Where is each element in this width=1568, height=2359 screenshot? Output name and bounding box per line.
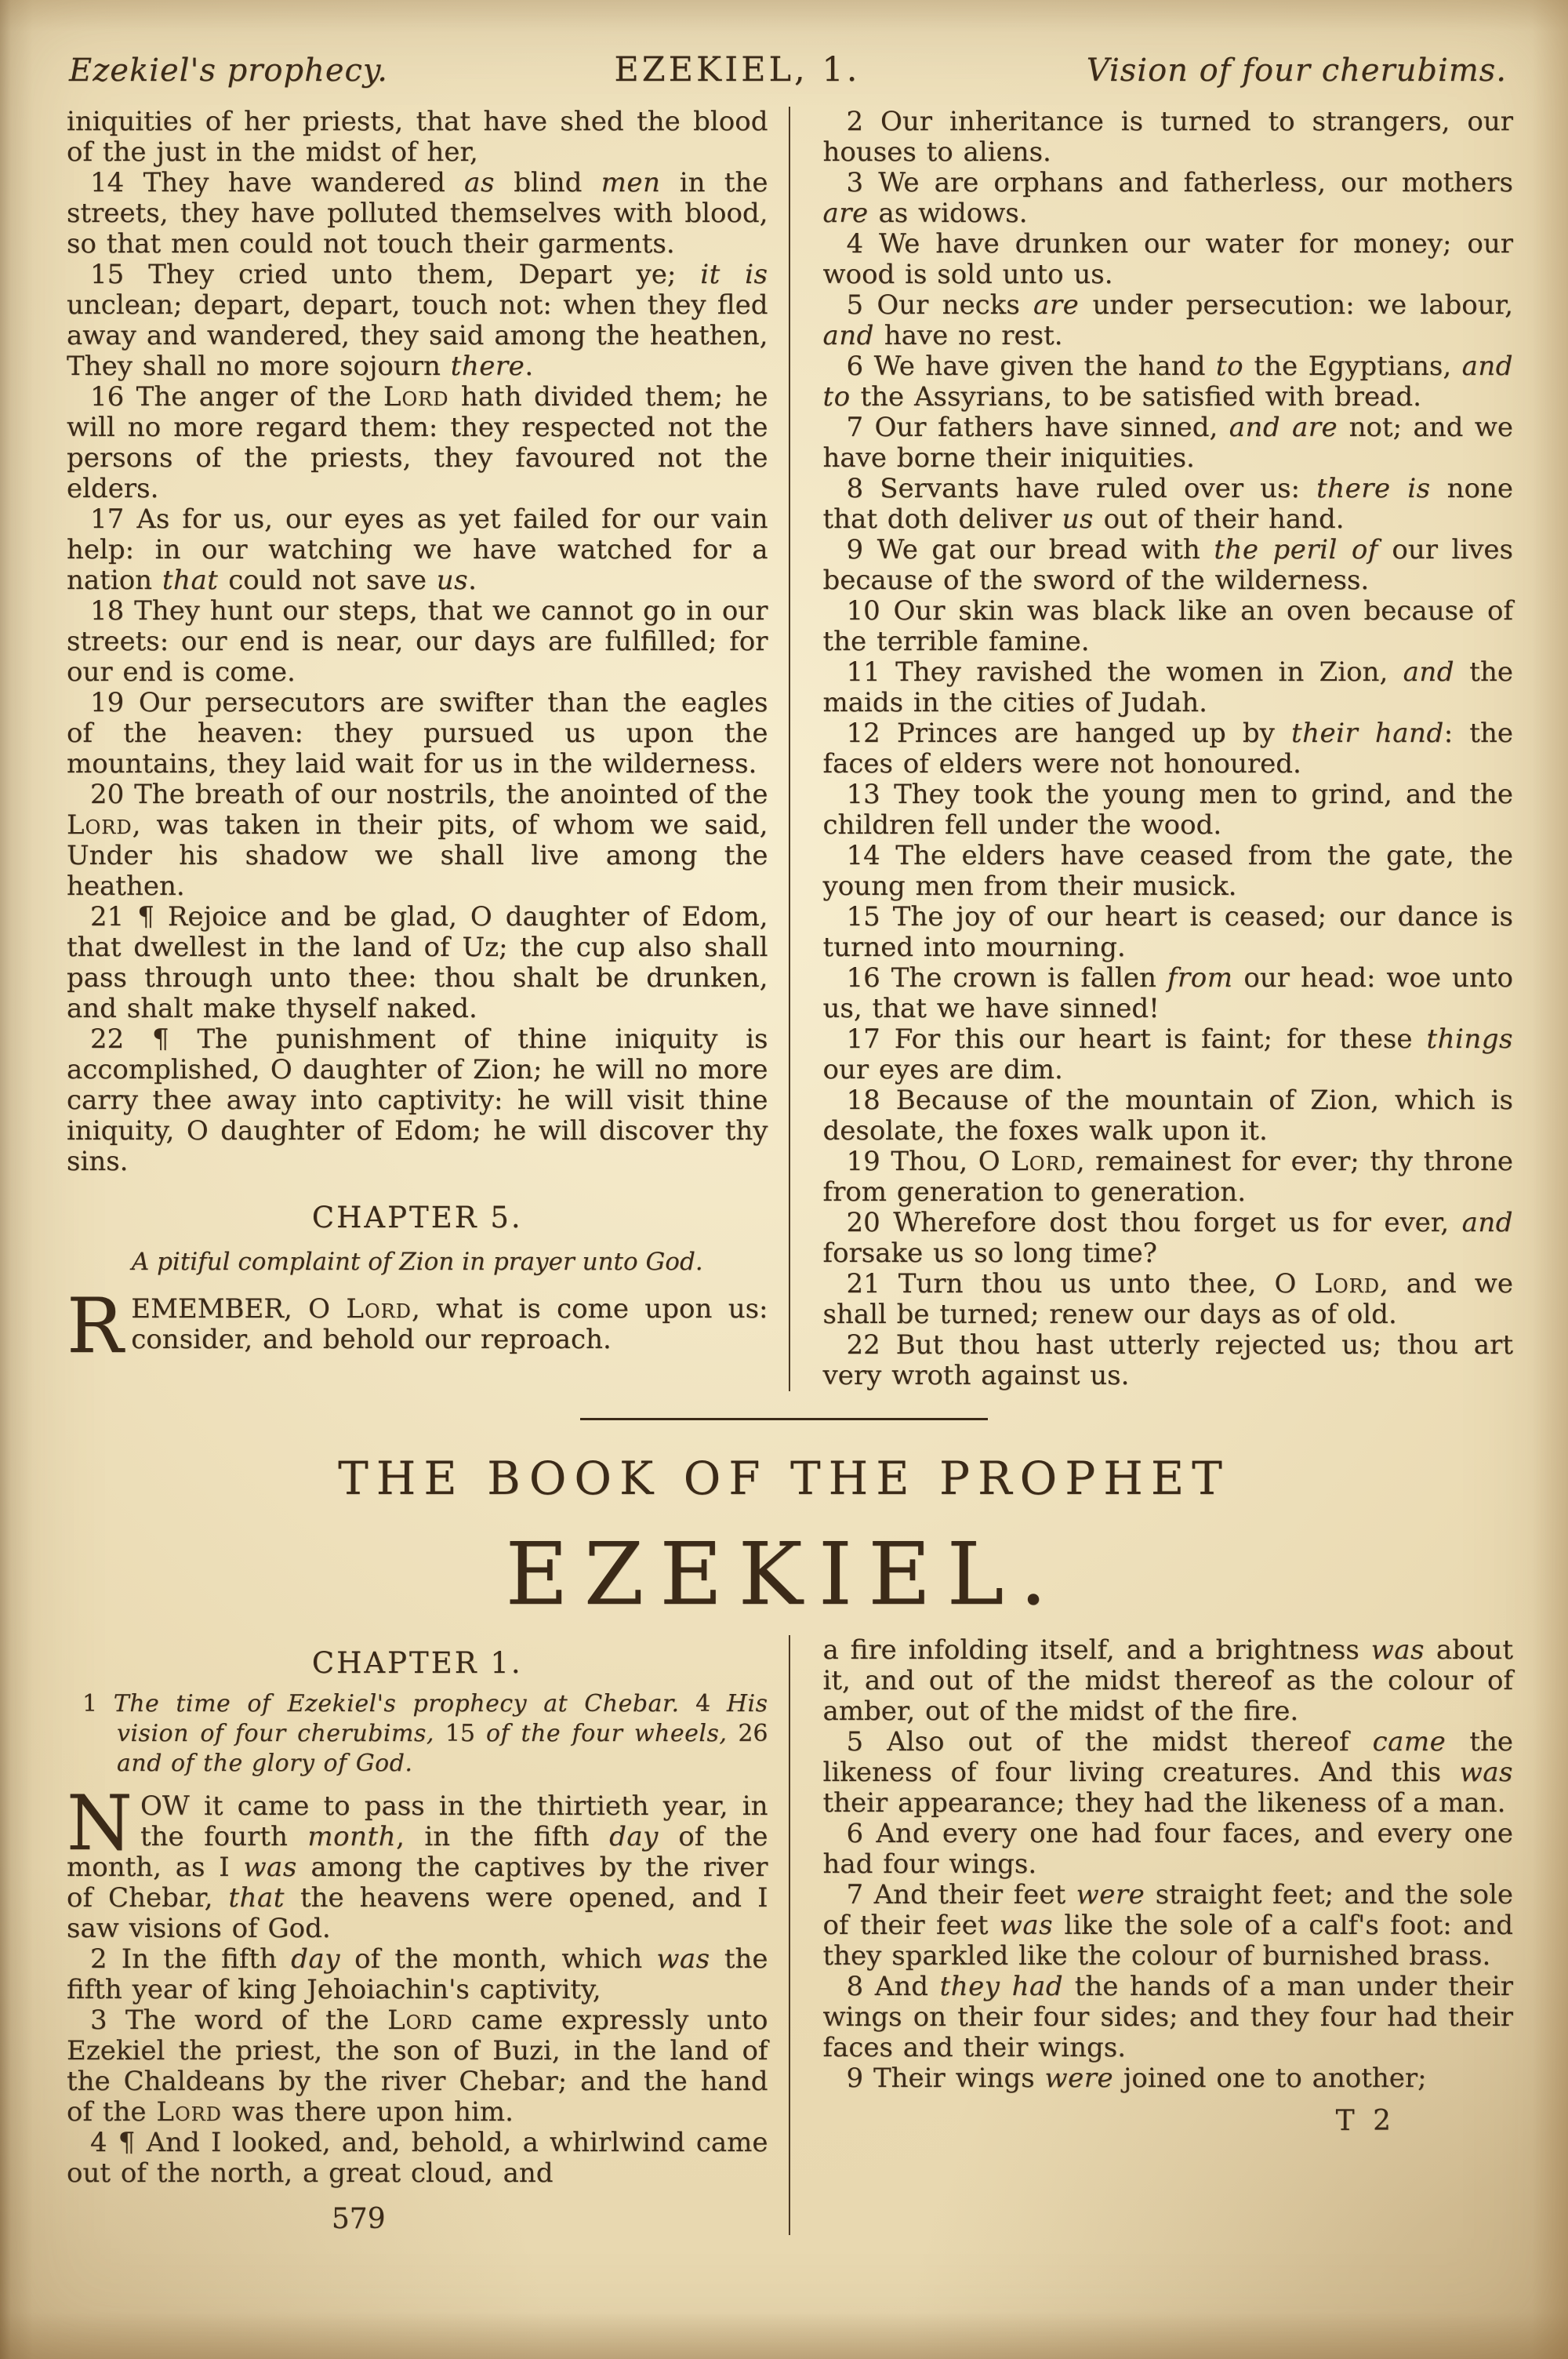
running-head-center: EZEKIEL, 1. xyxy=(614,50,861,89)
verse: 7 Our fathers have sinned, and are not; and we have borne their iniquities. xyxy=(822,412,1513,474)
signature-mark: T 2 xyxy=(1335,2105,1396,2137)
lamentations-left-column xyxy=(67,107,790,1391)
verse: 9 Their wings were joined one to another; xyxy=(846,2063,1427,2094)
verse: 3 We are orphans and fatherless, our mothers are as widows. xyxy=(822,167,1513,229)
verse: 9 We gat our bread with the peril of our lives because of the sword of the wilderness. xyxy=(822,534,1513,596)
verse: 17 For this our heart is faint; for these things our eyes are dim. xyxy=(822,1023,1513,1085)
verse: 3 The word of the Lord came expressly unto Ezekiel the priest, the son of Buzi, in the land of the Chaldeans by the river Chebar; and the hand of the Lord was there upon him. xyxy=(67,2005,768,2128)
running-head-right: Vision of four cherubims. xyxy=(1086,53,1507,89)
verse: 10 Our skin was black like an oven because of the terrible famine. xyxy=(822,595,1513,657)
verse: 8 And they had the hands of a man under their wings on their four sides; and they four had their faces and their wings. xyxy=(822,1971,1513,2063)
verse: 22 ¶ The punishment of thine iniquity is accomplished, O daughter of Zion; he will no more carry thee away into captivity: he will visit thine iniquity, O daughter of Edom; he will discover thy sins. xyxy=(67,1023,768,1177)
ezekiel-right-column xyxy=(790,1635,1514,2235)
verse-1-chapter-1 xyxy=(67,1779,768,1944)
lamentations-section xyxy=(0,107,1568,1391)
ezekiel-section xyxy=(0,1635,1568,2235)
verse: 4 We have drunken our water for money; our wood is sold unto us. xyxy=(822,228,1513,290)
verse: 2 Our inheritance is turned to strangers, our houses to aliens. xyxy=(822,106,1513,168)
verse-4-continuation: a fire infolding itself, and a brightness was about it, and out of the midst thereof as the colour of amber, out of the midst of the fire. xyxy=(822,1634,1513,1727)
lamentations-right-column xyxy=(790,107,1514,1391)
verse: 5 Our necks are under persecution: we labour, and have no rest. xyxy=(822,289,1513,351)
verse: 18 They hunt our steps, that we cannot go in our streets: our end is near, our days are fulfilled; for our end is come. xyxy=(67,595,768,688)
dropcap-letter-r: R xyxy=(67,1282,124,1370)
verse: 21 Turn thou us unto thee, O Lord, and we shall be turned; renew our days as of old. xyxy=(822,1268,1513,1330)
verse-1-text: EMEMBER, O Lord, what is come upon us: consider, and behold our reproach. xyxy=(131,1293,768,1355)
ezekiel-right-verses xyxy=(823,1727,1514,2094)
page-number: 579 xyxy=(331,2203,386,2235)
book-heading xyxy=(0,1452,1568,1624)
dropcap-letter-n: N xyxy=(67,1779,132,1867)
verse: 4 ¶ And I looked, and, behold, a whirlwind came out of the north, a great cloud, and xyxy=(67,2127,768,2189)
lamentations-left-verses xyxy=(67,168,768,1177)
verse: 8 Servants have ruled over us: there is none that doth deliver us out of their hand. xyxy=(822,473,1514,535)
verse: 19 Our persecutors are swifter than the eagles of the heaven: they pursued us upon the mountains, they laid wait for us in the wilderness. xyxy=(67,687,768,780)
verse: 20 Wherefore dost thou forget us for ever, and forsake us so long time? xyxy=(822,1207,1513,1269)
verse: 16 The crown is fallen from our head: woe unto us, that we have sinned! xyxy=(822,962,1513,1024)
verse: 21 ¶ Rejoice and be glad, O daughter of Edom, that dwellest in the land of Uz; the cup also shall pass through unto thee: thou shalt be drunken, and shalt make thyself naked. xyxy=(67,901,768,1024)
verse: 14 They have wandered as blind men in the streets, they have polluted themselves with blood, so that men could not touch their garments. xyxy=(67,167,768,260)
running-head-left: Ezekiel's prophecy. xyxy=(69,53,388,89)
verse: 22 But thou hast utterly rejected us; thou art very wroth against us. xyxy=(822,1329,1513,1391)
chapter-5-heading: CHAPTER 5. xyxy=(311,1201,523,1234)
book-heading-line2: EZEKIEL. xyxy=(505,1524,1063,1624)
verse: 6 We have given the hand to the Egyptians, and to the Assyrians, to be satisfied with bread. xyxy=(822,351,1514,413)
verse: 20 The breath of our nostrils, the anointed of the Lord, was taken in their pits, of whom we said, Under his shadow we shall live among the heathen. xyxy=(67,779,768,902)
verse-1-text: OW it came to pass in the thirtieth year, in the fourth month, in the fifth day of the month, as I was among the captives by the river of Chebar, that the heavens were opened, and I saw visions of God. xyxy=(67,1790,768,1944)
verse: 14 The elders have ceased from the gate, the young men from their musick. xyxy=(822,840,1513,902)
verse-1-chapter-5 xyxy=(67,1282,768,1370)
verse-continuation: iniquities of her priests, that have shed the blood of the just in the midst of her, xyxy=(67,106,768,168)
verse: 18 Because of the mountain of Zion, which is desolate, the foxes walk upon it. xyxy=(822,1085,1513,1147)
ezekiel-left-verses xyxy=(67,1944,768,2189)
verse: 7 And their feet were straight feet; and the sole of their feet was like the sole of a calf's foot: and they sparkled like the colour of burnished brass. xyxy=(822,1879,1513,1972)
verse: 2 In the fifth day of the month, which was the fifth year of king Jehoiachin's captivity, xyxy=(67,1943,768,2005)
verse: 16 The anger of the Lord hath divided them; he will no more regard them: they respected not the persons of the priests, they favoured not the elders. xyxy=(67,381,768,504)
verse: 15 The joy of our heart is ceased; our dance is turned into mourning. xyxy=(822,901,1513,963)
lamentations-right-verses xyxy=(823,107,1514,1391)
verse: 19 Thou, O Lord, remainest for ever; thy throne from generation to generation. xyxy=(822,1146,1513,1208)
verse: 17 As for us, our eyes as yet failed for our vain help: in our watching we have watched for a nation that could not save us. xyxy=(67,503,768,596)
verse: 6 And every one had four faces, and every one had four wings. xyxy=(822,1818,1513,1880)
running-head xyxy=(0,0,1568,89)
verse: 13 They took the young men to grind, and the children fell under the wood. xyxy=(822,779,1513,841)
verse: 5 Also out of the midst thereof came the likeness of four living creatures. And this was their appearance; they had the likeness of a man. xyxy=(822,1726,1513,1819)
verse: 12 Princes are hanged up by their hand: the faces of elders were not honoured. xyxy=(822,718,1513,780)
ezekiel-left-column xyxy=(67,1635,790,2235)
book-heading-line1: THE BOOK OF THE PROPHET xyxy=(338,1452,1230,1505)
section-divider-rule xyxy=(580,1418,988,1420)
verse: 11 They ravished the women in Zion, and the maids in the cities of Judah. xyxy=(822,656,1513,718)
verse: 15 They cried unto them, Depart ye; it is unclean; depart, depart, touch not: when they fled away and wandered, they said among the heathen, They shall no more sojourn there. xyxy=(67,259,768,382)
chapter-1-summary: 1 The time of Ezekiel's prophecy at Chebar. 4 His vision of four cherubims, 15 of the four wheels, 26 and of the glory of God. xyxy=(82,1690,768,1777)
chapter-5-summary: A pitiful complaint of Zion in prayer unto God. xyxy=(131,1248,703,1276)
chapter-1-heading: CHAPTER 1. xyxy=(311,1646,523,1680)
